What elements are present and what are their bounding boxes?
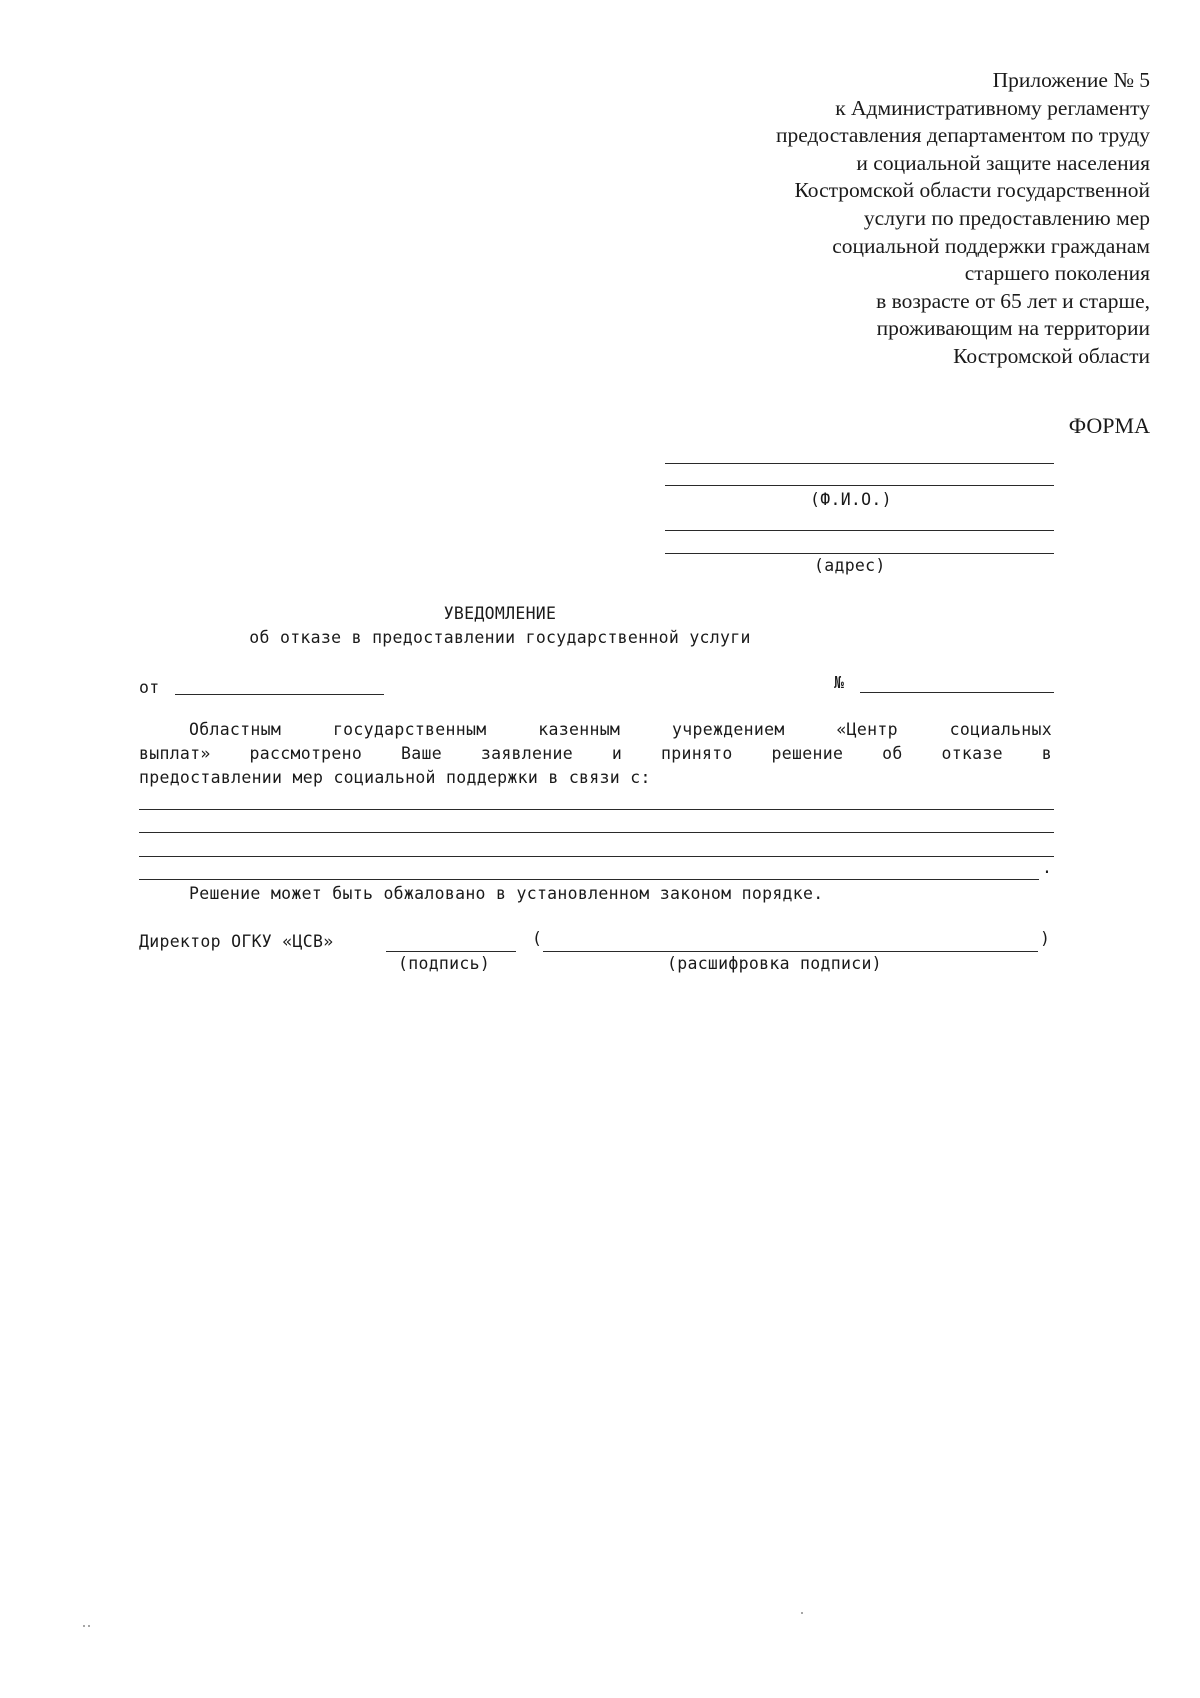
appendix-line: Костромской области государственной <box>794 178 1150 203</box>
number-field-line[interactable] <box>860 692 1054 693</box>
form-label: ФОРМА <box>1068 413 1150 438</box>
scan-speck <box>801 1612 803 1614</box>
decode-close-paren: ) <box>1040 929 1051 948</box>
appendix-line: Приложение № 5 <box>992 68 1150 92</box>
appendix-line: проживающим на территории <box>876 316 1150 341</box>
body-line: предоставлении мер социальной поддержки в связи с: <box>139 768 651 787</box>
signature-decode-caption: (расшифровка подписи) <box>667 954 882 973</box>
reason-line[interactable] <box>139 832 1054 833</box>
recipient-address-line[interactable] <box>665 530 1054 531</box>
number-sign: № <box>834 673 845 692</box>
appendix-header <box>590 67 1150 371</box>
appendix-line: услуги по предоставлению мер <box>863 205 1150 230</box>
signature-caption: (подпись) <box>398 954 491 973</box>
recipient-name-line[interactable] <box>665 463 1054 464</box>
recipient-name-line[interactable] <box>665 485 1054 486</box>
notice-subtitle: об отказе в предоставлении государственной услуги <box>249 628 751 647</box>
appendix-line: предоставления департаментом по труду <box>775 123 1150 148</box>
body-line: Областным государственным казенным учреждением «Центр социальных <box>189 720 1052 739</box>
scan-speck <box>83 1625 85 1627</box>
body-line: выплат» рассмотрено Ваше заявление и принято решение об отказе в <box>139 744 1052 763</box>
appendix-line: старшего поколения <box>964 261 1150 286</box>
recipient-name-caption: (Ф.И.О.) <box>810 490 892 509</box>
signature-line[interactable] <box>386 951 516 952</box>
signature-decode-line[interactable] <box>543 951 1038 952</box>
reason-line[interactable] <box>139 809 1054 810</box>
reason-end-dot: . <box>1042 858 1053 877</box>
reason-line[interactable] <box>139 856 1054 857</box>
appendix-line: Костромской области <box>953 343 1150 368</box>
date-field-line[interactable] <box>175 694 384 695</box>
appendix-line: социальной поддержки гражданам <box>832 233 1150 258</box>
decode-open-paren: ( <box>532 929 543 948</box>
recipient-address-caption: (адрес) <box>814 556 886 575</box>
director-label: Директор ОГКУ «ЦСВ» <box>139 932 334 951</box>
recipient-address-line[interactable] <box>665 553 1054 554</box>
reason-line[interactable] <box>139 879 1039 880</box>
date-label: от <box>139 678 160 697</box>
appeal-text: Решение может быть обжаловано в установленном законом порядке. <box>189 884 824 903</box>
appendix-line: в возрасте от 65 лет и старше, <box>876 288 1150 313</box>
scan-speck <box>88 1625 90 1627</box>
notice-title: УВЕДОМЛЕНИЕ <box>443 604 557 623</box>
appendix-line: и социальной защите населения <box>856 150 1150 175</box>
notice-body <box>139 718 1052 790</box>
appendix-line: к Административному регламенту <box>835 95 1150 120</box>
